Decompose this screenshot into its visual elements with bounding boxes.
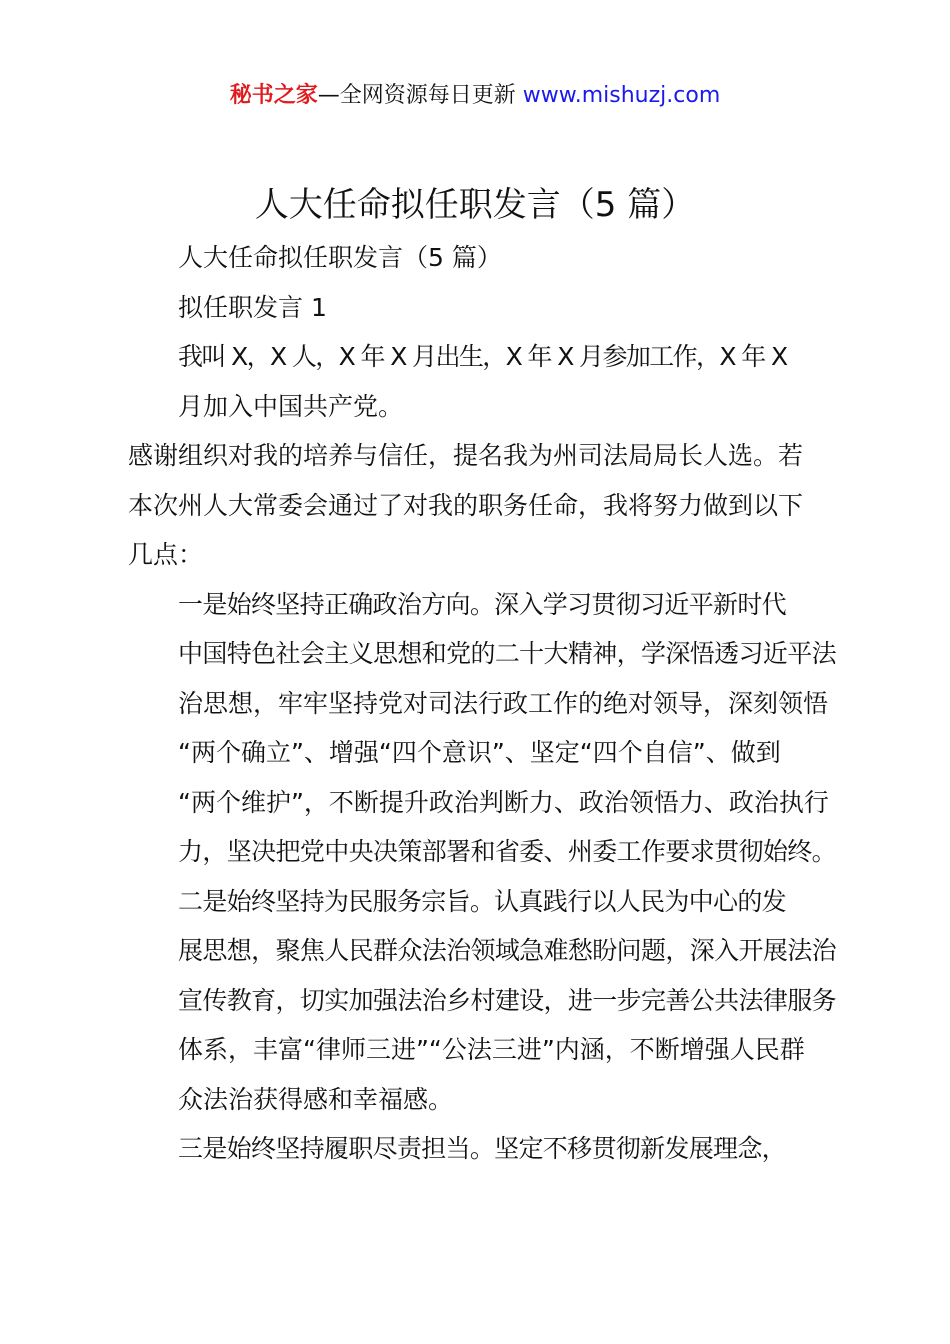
paragraph [128,233,836,283]
paragraph [128,332,836,431]
text-line: 几点： [128,540,204,569]
paragraph [128,1124,836,1174]
text-line: 本次州人大常委会通过了对我的职务任命，我将努力做到以下 [128,490,804,520]
text-line: 拟任职发言 1 [178,292,327,322]
text-line: 我叫 X，X 人，X 年 X 月出生，X 年 X 月参加工作，X 年 X [178,342,787,371]
document-body [128,233,836,1174]
paragraph [128,431,836,580]
text-line: 感谢组织对我的培养与信任，提名我为州司法局局长人选。若 [128,441,804,470]
document-title: 人大任命拟任职发言（5 篇） [254,185,696,225]
text-line: 众法治获得感和幸福感。 [178,1084,454,1114]
text-line: 一是始终坚持正确政治方向。深入学习贯彻习近平新时代 [178,589,787,619]
text-line: 中国特色社会主义思想和党的二十大精神，学深悟透习近平法 [178,639,837,668]
site-url[interactable]: www.mishuzj.com [522,83,721,108]
text-line: “两个确立”、增强“四个意识”、坚定“四个自信”、做到 [178,738,781,767]
text-line: 人大任命拟任职发言（5 篇） [178,243,502,272]
text-line: 治思想，牢牢坚持党对司法行政工作的绝对领导，深刻领悟 [178,688,829,718]
site-tagline: —全网资源每日更新 [317,83,523,108]
paragraph [128,877,836,1125]
text-line: 二是始终坚持为民服务宗旨。认真践行以人民为中心的发 [178,886,787,916]
site-brand: 秘书之家 [229,83,318,108]
paragraph [128,283,836,333]
text-line: 宣传教育，切实加强法治乡村建设，进一步完善公共法律服务 [178,985,837,1015]
text-line: 三是始终坚持履职尽责担当。坚定不移贯彻新发展理念， [178,1134,787,1163]
paragraph [128,580,836,877]
text-line: 展思想，聚焦人民群众法治领域急难愁盼问题，深入开展法治 [178,936,837,965]
site-header [0,80,950,112]
text-line: 月加入中国共产党。 [178,391,404,421]
text-line: 力，坚决把党中央决策部署和省委、州委工作要求贯彻始终。 [178,837,837,866]
text-line: 体系，丰富“律师三进”“公法三进”内涵，不断增强人民群 [178,1035,805,1064]
text-line: “两个维护”，不断提升政治判断力、政治领悟力、政治执行 [178,787,829,817]
